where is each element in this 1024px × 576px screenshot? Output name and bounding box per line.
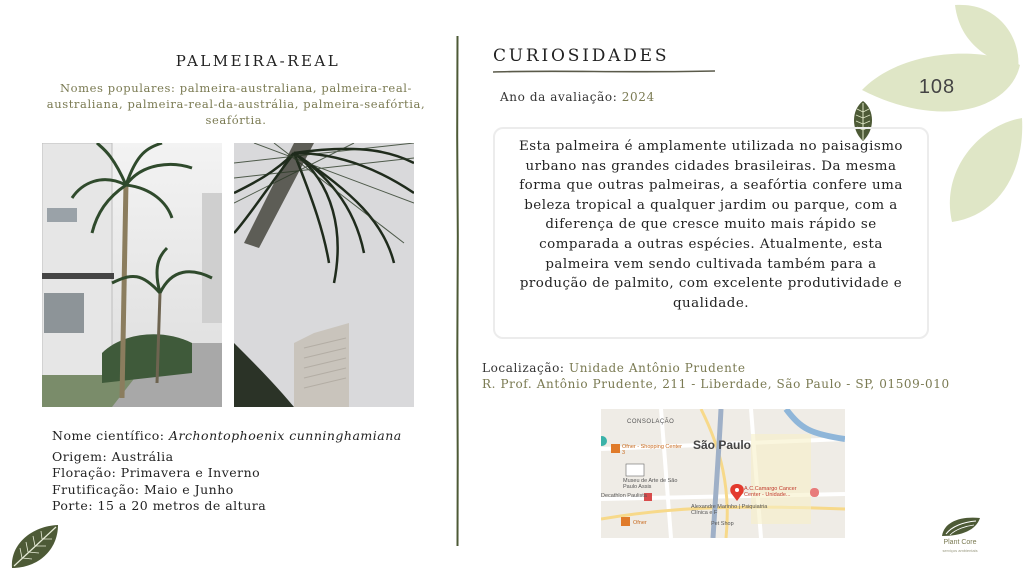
location-map[interactable] — [601, 409, 845, 538]
popular-names — [40, 80, 432, 128]
page-number: 108 — [918, 76, 956, 98]
plant-title: PALMEIRA-REAL — [175, 52, 341, 70]
fruiting: Frutificação: Maio e Junho — [52, 482, 234, 497]
title-underline — [493, 69, 715, 74]
location-value: Unidade Antônio Prudente — [568, 361, 746, 375]
evaluation-year-label: Ano da avaliação: — [500, 90, 622, 104]
map-poi-3: Decathlon Paulista — [601, 493, 647, 499]
scientific-name — [52, 428, 402, 443]
popular-names-label: Nomes populares: — [59, 81, 176, 95]
evaluation-year — [500, 90, 655, 104]
popular-names-value: palmeira-australiana, palmeira-real-australiana, palmeira-real-da-austrália, palmeira-seafórtia, seafórtia. — [46, 81, 426, 127]
description-text: Esta palmeira é amplamente utilizada no paisagismo urbano nas grandes cidades brasileiras. Da mesma forma que outras palmeiras, a seafórtia confere uma beleza tropical a qualquer jardim ou parque, com a diferença de que cresce muito mais rápido se comparada a outras espécies. Atualmente, esta palmeira vem sendo cultivada também para a produção de palmito, com excelente produtividade e qualidade. — [519, 139, 903, 311]
logo-tagline: serviços ambientais — [942, 548, 978, 553]
section-title: CURIOSIDADES — [493, 46, 670, 66]
decorative-leaf-bottom-left — [8, 522, 60, 572]
evaluation-year-value: 2024 — [621, 90, 655, 104]
map-poi-4: Alexandre Marinho | Psiquiatria Clínica e F — [691, 504, 768, 516]
map-district-label: CONSOLAÇÃO — [627, 419, 675, 425]
size: Porte: 15 a 20 metros de altura — [52, 498, 267, 513]
flowering: Floração: Primavera e Inverno — [52, 465, 261, 480]
map-poi-6: Ofner — [633, 520, 647, 526]
map-poi-2: Museu de Arte de São Paulo Assis — [623, 478, 678, 490]
plant-core-logo — [940, 514, 982, 538]
address: R. Prof. Antônio Prudente, 211 - Liberdade, São Paulo - SP, 01509-010 — [482, 377, 950, 391]
map-poi-1: Ofner - Shopping Center 3 — [622, 444, 682, 456]
logo-name: Plant Core — [943, 539, 977, 546]
location — [482, 361, 746, 375]
map-poi-7: Pet Shop — [711, 521, 734, 527]
map-poi-5: A.C.Camargo Cancer Center - Unidade... — [744, 486, 797, 498]
map-city-label: São Paulo — [693, 438, 752, 452]
scientific-name-label: Nome científico: — [52, 428, 169, 443]
plant-photo-1 — [42, 143, 222, 407]
scientific-name-value: Archontophoenix cunninghamiana — [169, 428, 402, 443]
description-box — [493, 127, 929, 339]
location-label: Localização: — [482, 361, 569, 375]
column-divider — [456, 36, 459, 546]
origin: Origem: Austrália — [52, 449, 174, 464]
plant-photo-2 — [234, 143, 414, 407]
